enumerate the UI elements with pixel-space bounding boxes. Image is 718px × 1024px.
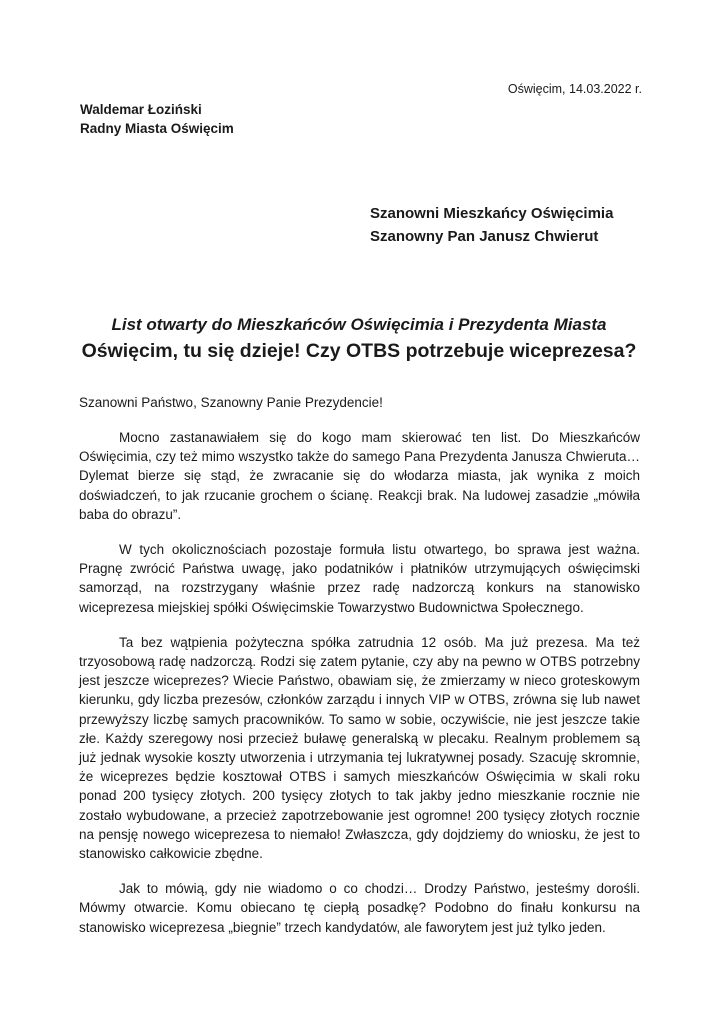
letter-greeting: Szanowni Państwo, Szanowny Panie Prezydencie! xyxy=(79,395,383,410)
letter-title-block xyxy=(40,313,678,365)
sender-role: Radny Miasta Oświęcim xyxy=(80,121,234,136)
sender-block xyxy=(80,100,234,138)
letter-title: List otwarty do Mieszkańców Oświęcimia i Prezydenta Miasta xyxy=(111,315,607,334)
recipient-line: Szanowny Pan Janusz Chwierut xyxy=(370,228,599,245)
letter-date: Oświęcim, 14.03.2022 r. xyxy=(507,82,642,96)
letter-body xyxy=(79,428,640,953)
recipient-line: Szanowni Mieszkańcy Oświęcimia xyxy=(370,205,614,222)
letter-subtitle: Oświęcim, tu się dzieje! Czy OTBS potrzebuje wiceprezesa? xyxy=(81,340,637,362)
recipients-block xyxy=(370,202,613,248)
body-paragraph: Mocno zastanawiałem się do kogo mam skierować ten list. Do Mieszkańców Oświęcimia, czy też mimo wszystko także do samego Pana Prezydenta Janusza Chwieruta… Dylemat bierze się stąd, że zwracanie się do włodarza miasta, jak wynika z moich doświadczeń, to jak rzucanie grochem o ścianę. Reakcji brak. Na ludowej zasadzie „mówiła baba do obrazu”. xyxy=(79,430,640,522)
body-paragraph: W tych okolicznościach pozostaje formuła listu otwartego, bo sprawa jest ważna. Pragnę zwrócić Państwa uwagę, jako podatników i płatników utrzymujących oświęcimski samorząd, na rozstrzygany właśnie przez radę nadzorczą konkurs na stanowisko wiceprezesa miejskiej spółki Oświęcimskie Towarzystwo Budownictwa Społecznego. xyxy=(79,542,640,615)
body-paragraph: Ta bez wątpienia pożyteczna spółka zatrudnia 12 osób. Ma już prezesa. Ma też trzyosobową radę nadzorczą. Rodzi się zatem pytanie, czy aby na pewno w OTBS potrzebny jest jeszcze wiceprezes? Wiecie Państwo, obawiam się, że zmierzamy w nieco groteskowym kierunku, gdy liczba prezesów, członków zarządu i innych VIP w OTBS, zrówna się lub nawet przewyższy liczbę samych pracowników. To samo w sobie, oczywiście, nie jest jeszcze takie złe. Każdy szeregowy nosi przecież buławę generalską w plecaku. Realnym problemem są już jednak wysokie koszty utworzenia i utrzymania tej lukratywnej posady. Szacuję skromnie, że wiceprezes będzie kosztował OTBS i samych mieszkańców Oświęcimia w skali roku ponad 200 tysięcy złotych. 200 tysięcy złotych to tak jakby jedno mieszkanie rocznie nie zostało wybudowane, a przecież zapotrzebowanie jest ogromne! 200 tysięcy złotych rocznie na pensję nowego wiceprezesa to niemało! Zwłaszcza, gdy dojdziemy do wniosku, że jest to stanowisko całkowicie zbędne. xyxy=(79,634,640,862)
body-paragraph: Jak to mówią, gdy nie wiadomo o co chodzi… Drodzy Państwo, jesteśmy dorośli. Mówmy otwarcie. Komu obiecano tę ciepłą posadkę? Podobno do finału konkursu na stanowisko wiceprezesa „biegnie” trzech kandydatów, ale faworytem jest już tylko jeden. xyxy=(79,881,640,935)
sender-name: Waldemar Łoziński xyxy=(80,102,202,117)
